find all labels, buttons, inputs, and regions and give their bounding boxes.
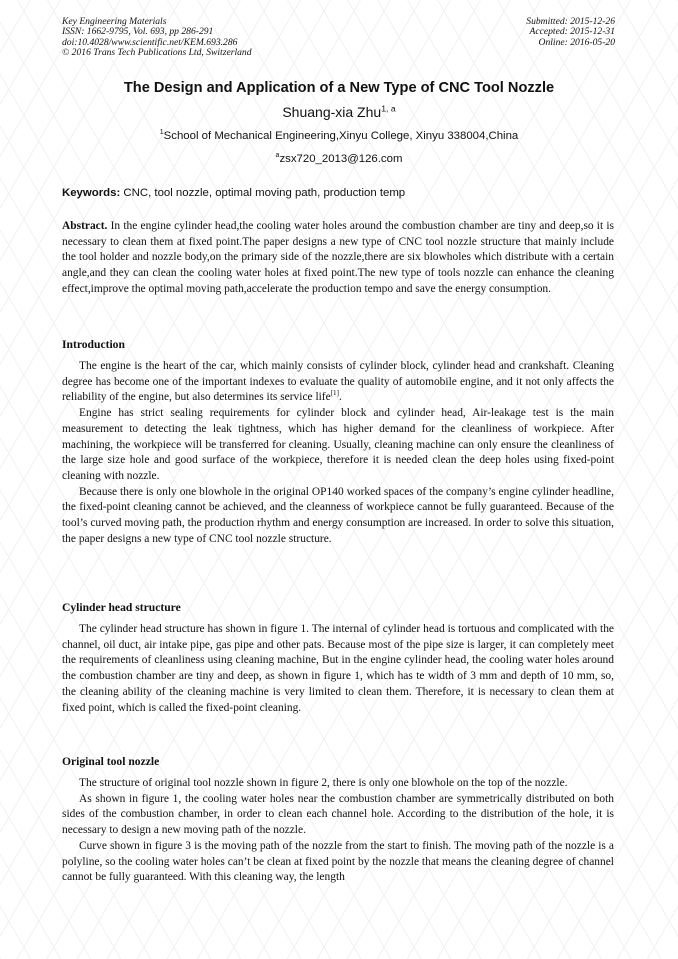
- intro-paragraph-1: [62, 359, 614, 406]
- intro-p1-text: The engine is the heart of the car, which mainly consists of cylinder block, cylinder head and crankshaft. Cleaning degree has become one of the important indexes to evaluate the quality of automobile engine, and it not only affects the reliability of the engine, but also determines its service life: [62, 360, 614, 404]
- original-paragraph-3: Curve shown in figure 3 is the moving path of the nozzle from the start to finish. The moving path of the nozzle is a polyline, so the cooling water holes can’t be clean at fixed point by the nozzle that means the cleaning degree of channel cannot be fully guaranteed. With this cleaning way, the length: [62, 839, 614, 884]
- cylinder-paragraph-1: The cylinder head structure has shown in figure 1. The internal of cylinder head is tortuous and complicated with the channel, oil duct, air intake pipe, gas pipe and other pats. Because most of the pipe size is larger, it can completely meet the requirements of cleanliness using cleaning machine, But in the engine cylinder head, the cooling water holes around the combustion chamber are tiny and deep, as shown in figure 1, which has te width of 3 mm and depth of 10 mm, so, the cleaning ability of the cleaning machine is very limited to clean them. Therefore, it is necessary to clean them at fixed point, which is called the fixed-point cleaning.: [62, 623, 614, 714]
- paper-title: The Design and Application of a New Type of CNC Tool Nozzle: [123, 80, 555, 96]
- keywords-label: Keywords:: [62, 187, 121, 199]
- author-sup: 1, a: [381, 103, 396, 114]
- heading-cylinder-head-structure: Cylinder head structure: [62, 601, 181, 614]
- journal-info: [62, 17, 252, 59]
- original-paragraph-1: The structure of original tool nozzle shown in figure 2, there is only one blowhole on the top of the nozzle.: [79, 777, 568, 789]
- introduction-body: [62, 359, 614, 547]
- affiliation: [0, 130, 678, 142]
- keywords: [62, 187, 618, 199]
- doi-line: doi:10.4028/www.scientific.net/KEM.693.286: [62, 36, 238, 48]
- citation-ref: [1]: [330, 389, 339, 398]
- journal-name: Key Engineering Materials: [62, 16, 167, 27]
- email-sup: a: [275, 152, 280, 160]
- abstract: [62, 219, 614, 298]
- original-body: [62, 776, 614, 886]
- dates-info: [526, 17, 615, 48]
- accepted-date: Accepted: 2015-12-31: [529, 26, 615, 38]
- affiliation-sup: 1: [159, 129, 164, 137]
- affiliation-text: School of Mechanical Engineering,Xinyu College, Xinyu 338004,China: [163, 130, 519, 142]
- author: [0, 104, 678, 120]
- online-date: Online: 2016-05-20: [538, 36, 615, 48]
- email-text: zsx720_2013@126.com: [279, 153, 403, 165]
- author-name: Shuang-xia Zhu: [282, 104, 382, 120]
- intro-paragraph-2: Engine has strict sealing requirements for cylinder block and cylinder head, Air-leakage test is the main measurement to detecting the leak tightness, which has higher demand for the cleanliness of workpiece. After machining, the workpiece will be transferred for cleaning. Usually, cleaning machine can only ensure the cleanliness of the large size hole and good surface of the workpiece, therefore it is needed clean the deep holes using fixed-point cleaning with nozzle.: [62, 407, 614, 482]
- heading-introduction: Introduction: [62, 338, 125, 351]
- original-paragraph-2: As shown in figure 1, the cooling water holes near the combustion chamber are symmetrically distributed on both sides of the combustion chamber, in order to clean each channel hole. According to the distribution of the hole, it is necessary to design a new moving path of the nozzle.: [62, 792, 614, 837]
- copyright-line: © 2016 Trans Tech Publications Ltd, Switzerland: [62, 47, 252, 59]
- cylinder-body: [62, 622, 614, 716]
- submitted-date: Submitted: 2015-12-26: [526, 16, 615, 27]
- abstract-text: In the engine cylinder head,the cooling water holes around the combustion chamber are tiny and deep,so it is necessary to clean them at fixed point.The paper designs a new type of CNC tool nozzle structure that mainly include the tool holder and nozzle body,on the primary side of the nozzle,there are six blowholes which distribute with a certain angle,and they can clean the cooling water holes at fixed point.The new type of tools nozzle can enhance the cleaning effect,improve the optimal moving path,accelerate the production tempo and save the energy consumption.: [62, 220, 614, 295]
- intro-paragraph-3: Because there is only one blowhole in the original OP140 worked spaces of the company’s engine cylinder headline, the fixed-point cleaning cannot be achieved, and the cleanness of workpiece cannot be fully guaranteed. Because of the tool’s curved moving path, the production rhythm and energy consumption are increased. In order to solve this situation, the paper designs a new type of CNC tool nozzle structure.: [62, 485, 614, 545]
- issn-line: ISSN: 1662-9795, Vol. 693, pp 286-291: [62, 26, 214, 38]
- heading-original-tool-nozzle: Original tool nozzle: [62, 755, 160, 768]
- email: [0, 153, 678, 165]
- abstract-label: Abstract.: [62, 220, 108, 232]
- intro-p1-end: .: [338, 391, 342, 404]
- keywords-text: CNC, tool nozzle, optimal moving path, production temp: [120, 187, 406, 199]
